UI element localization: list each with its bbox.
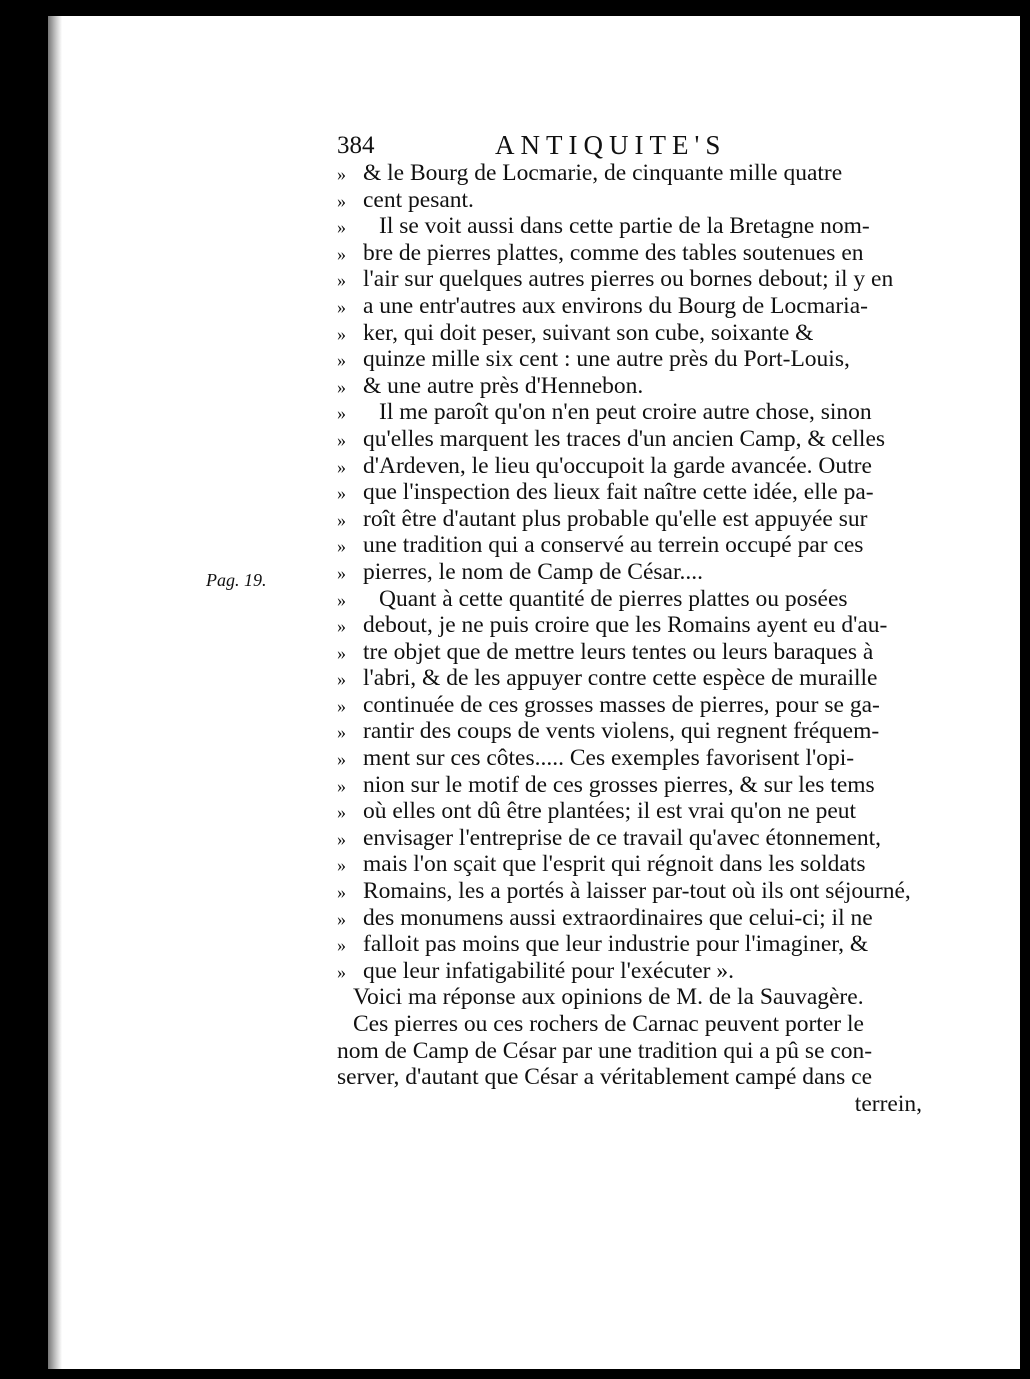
text-line: [337, 586, 922, 613]
text-line: [337, 905, 922, 932]
line-text: Voici ma réponse aux opinions de M. de la Sauvagère.: [353, 984, 864, 1011]
quote-mark: »: [337, 722, 346, 743]
line-text: & une autre près d'Hennebon.: [363, 372, 644, 399]
page-header: [337, 130, 897, 162]
text-line: [337, 479, 922, 506]
quote-mark: »: [337, 828, 346, 849]
line-text: debout, je ne puis croire que les Romains ayent eu d'au-: [363, 612, 888, 639]
quote-mark: »: [337, 616, 346, 637]
text-line: [337, 718, 922, 745]
line-text: nion sur le motif de ces grosses pierres, & sur les tems: [363, 771, 875, 798]
binding-gutter: [48, 16, 62, 1369]
text-line: [337, 931, 922, 958]
quote-mark: »: [337, 536, 346, 557]
text-line: [337, 1011, 922, 1038]
line-text: a une entr'autres aux environs du Bourg de Locmaria-: [363, 292, 868, 319]
quote-mark: »: [337, 217, 346, 238]
line-text: & le Bourg de Locmarie, de cinquante mille quatre: [363, 160, 843, 186]
text-line: [337, 1064, 922, 1091]
text-line: [337, 745, 922, 772]
text-line: [337, 187, 922, 214]
text-line: [337, 506, 922, 533]
quote-mark: »: [337, 961, 346, 982]
quote-mark: »: [337, 483, 346, 504]
line-text: que l'inspection des lieux fait naître cette idée, elle pa-: [363, 479, 874, 506]
line-text: d'Ardeven, le lieu qu'occupoit la garde avancée. Outre: [363, 452, 872, 479]
line-text: pierres, le nom de Camp de César....: [363, 558, 704, 585]
line-text: roît être d'autant plus probable qu'elle est appuyée sur: [363, 505, 868, 532]
line-text: l'air sur quelques autres pierres ou bornes debout; il y en: [363, 266, 894, 293]
line-text: Romains, les a portés à laisser par-tout où ils ont séjourné,: [363, 878, 911, 905]
text-line: [337, 825, 922, 852]
line-text: terrein,: [854, 1090, 922, 1117]
text-line: [337, 293, 922, 320]
line-text: envisager l'entreprise de ce travail qu'avec étonnement,: [363, 824, 882, 851]
text-line: [337, 1091, 922, 1118]
line-text: des monumens aussi extraordinaires que celui-ci; il ne: [363, 904, 873, 931]
margin-note: Pag. 19.: [206, 570, 267, 590]
text-line: [337, 798, 922, 825]
quote-mark: »: [337, 243, 346, 264]
text-line: [337, 266, 922, 293]
text-line: [337, 665, 922, 692]
quote-mark: »: [337, 908, 346, 929]
text-line: [337, 399, 922, 426]
line-text: tre objet que de mettre leurs tentes ou leurs baraques à: [363, 638, 874, 665]
line-text: Quant à cette quantité de pierres plattes ou posées: [379, 585, 848, 612]
quote-mark: »: [337, 855, 346, 876]
body-text: [337, 160, 922, 1117]
text-line: [337, 213, 922, 240]
line-text: ker, qui doit peser, suivant son cube, soixante &: [363, 319, 814, 346]
line-text: ment sur ces côtes..... Ces exemples favorisent l'opi-: [363, 745, 855, 772]
text-line: [337, 346, 922, 373]
line-text: nom de Camp de César par une tradition qui a pû se con-: [337, 1037, 873, 1064]
text-line: [337, 160, 922, 187]
text-line: [337, 532, 922, 559]
quote-mark: »: [337, 589, 346, 610]
line-text: server, d'autant que César a véritablement campé dans ce: [337, 1064, 873, 1091]
text-line: [337, 984, 922, 1011]
text-line: [337, 851, 922, 878]
line-text: quinze mille six cent : une autre près du Port-Louis,: [363, 346, 850, 373]
quote-mark: »: [337, 509, 346, 530]
line-text: falloit pas moins que leur industrie pour l'imaginer, &: [363, 931, 869, 958]
line-text: une tradition qui a conservé au terrein occupé par ces: [363, 532, 864, 559]
quote-mark: »: [337, 296, 346, 317]
text-line: [337, 426, 922, 453]
quote-mark: »: [337, 164, 346, 184]
quote-mark: »: [337, 775, 346, 796]
line-text: Il me paroît qu'on n'en peut croire autre chose, sinon: [379, 399, 872, 426]
quote-mark: »: [337, 562, 346, 583]
quote-mark: »: [337, 403, 346, 424]
text-line: [337, 772, 922, 799]
text-line: [337, 958, 922, 985]
line-text: rantir des coups de vents violens, qui regnent fréquem-: [363, 718, 880, 745]
text-line: [337, 559, 922, 586]
line-text: mais l'on sçait que l'esprit qui régnoit dans les soldats: [363, 851, 866, 878]
text-line: [337, 692, 922, 719]
line-text: qu'elles marquent les traces d'un ancien Camp, & celles: [363, 425, 886, 452]
quote-mark: »: [337, 429, 346, 450]
quote-mark: »: [337, 350, 346, 371]
quote-mark: »: [337, 376, 346, 397]
quote-mark: »: [337, 802, 346, 823]
text-line: [337, 373, 922, 400]
text-line: [337, 320, 922, 347]
line-text: l'abri, & de les appuyer contre cette espèce de muraille: [363, 665, 878, 692]
line-text: bre de pierres plattes, comme des tables soutenues en: [363, 239, 864, 266]
text-line: [337, 1038, 922, 1065]
line-text: continuée de ces grosses masses de pierres, pour se ga-: [363, 691, 880, 718]
text-line: [337, 878, 922, 905]
running-title: ANTIQUITE'S: [495, 130, 727, 160]
text-line: [337, 639, 922, 666]
quote-mark: »: [337, 270, 346, 291]
text-line: [337, 612, 922, 639]
quote-mark: »: [337, 323, 346, 344]
line-text: Il se voit aussi dans cette partie de la Bretagne nom-: [379, 213, 870, 240]
line-text: cent pesant.: [363, 186, 474, 213]
quote-mark: »: [337, 749, 346, 770]
quote-mark: »: [337, 695, 346, 716]
page-number: 384: [337, 132, 375, 159]
line-text: où elles ont dû être plantées; il est vrai qu'on ne peut: [363, 798, 857, 825]
line-text: Ces pierres ou ces rochers de Carnac peuvent porter le: [353, 1011, 864, 1037]
quote-mark: »: [337, 935, 346, 956]
quote-mark: »: [337, 190, 346, 211]
quote-mark: »: [337, 882, 346, 903]
quote-mark: »: [337, 669, 346, 690]
quote-mark: »: [337, 642, 346, 663]
text-line: [337, 453, 922, 480]
quote-mark: »: [337, 456, 346, 477]
text-line: [337, 240, 922, 267]
line-text: que leur infatigabilité pour l'exécuter ».: [363, 957, 734, 984]
